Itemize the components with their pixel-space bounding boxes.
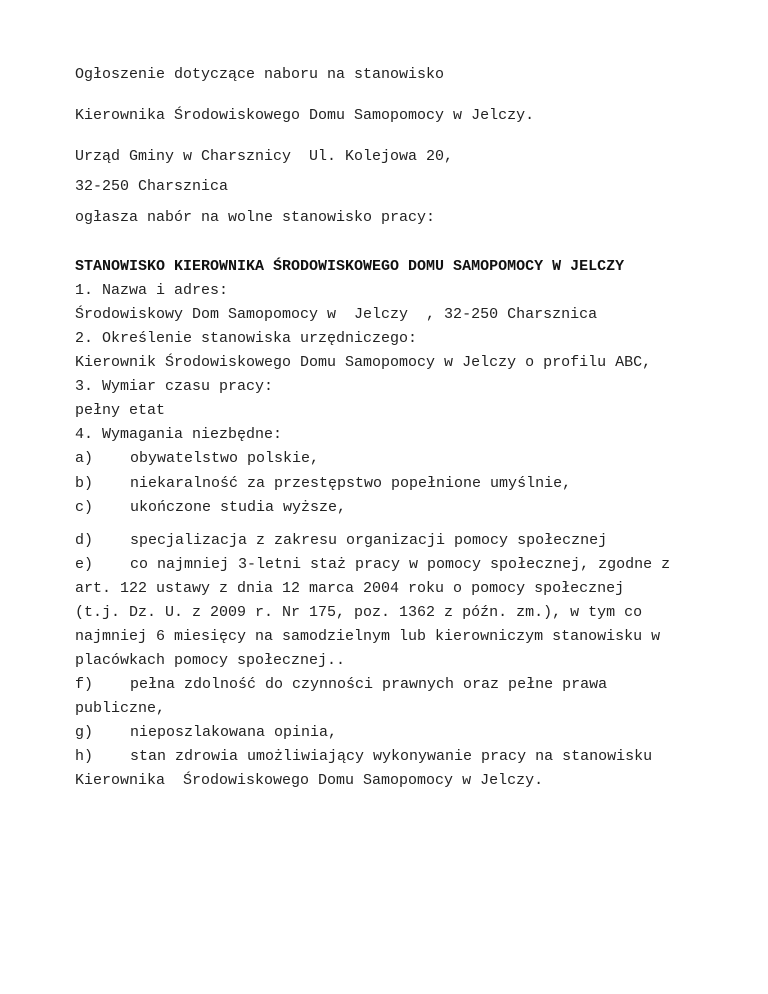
section-1-value: Środowiskowy Dom Samopomocy w Jelczy , 32-250 Charsznica — [75, 306, 598, 323]
requirement-c-label: c) — [75, 499, 94, 516]
requirement-e-label: e) — [75, 556, 94, 573]
requirement-b-text: niekaralność za przestępstwo popełnione umyślnie, — [130, 475, 572, 492]
requirement-b-label: b) — [75, 475, 94, 492]
requirement-a-label: a) — [75, 450, 94, 467]
requirement-f-text-2: publiczne, — [75, 700, 166, 717]
office-address-line: Urząd Gminy w Charsznicy Ul. Kolejowa 20, — [75, 148, 454, 165]
requirement-e-text-4: najmniej 6 miesięcy na samodzielnym lub kierowniczym stanowisku w — [75, 628, 661, 645]
requirement-h-text-2: Kierownika Środowiskowego Domu Samopomocy w Jelczy. — [75, 772, 544, 789]
requirement-f-text-1: pełna zdolność do czynności prawnych oraz pełne prawa — [130, 676, 608, 693]
section-3-value: pełny etat — [75, 402, 166, 419]
requirement-d-label: d) — [75, 532, 94, 549]
requirement-d-text: specjalizacja z zakresu organizacji pomocy społecznej — [130, 532, 608, 549]
section-2-title: 2. Określenie stanowiska urzędniczego: — [75, 330, 418, 347]
requirement-e-text-2: art. 122 ustawy z dnia 12 marca 2004 roku o pomocy społecznej — [75, 580, 625, 597]
section-4-title: 4. Wymagania niezbędne: — [75, 426, 283, 443]
section-2-value: Kierownik Środowiskowego Domu Samopomocy w Jelczy o profilu ABC, — [75, 354, 652, 371]
requirement-e-text-1: co najmniej 3-letni staż pracy w pomocy społecznej, zgodne z — [130, 556, 671, 573]
notice-title-line-1: Ogłoszenie dotyczące naboru na stanowisko — [75, 66, 445, 83]
requirement-g-text: nieposzlakowana opinia, — [130, 724, 338, 741]
requirement-h-label: h) — [75, 748, 94, 765]
postal-code-line: 32-250 Charsznica — [75, 178, 229, 195]
requirement-a-text: obywatelstwo polskie, — [130, 450, 320, 467]
section-1-title: 1. Nazwa i adres: — [75, 282, 229, 299]
requirement-e-text-3: (t.j. Dz. U. z 2009 r. Nr 175, poz. 1362 z późn. zm.), w tym co — [75, 604, 643, 621]
requirement-f-label: f) — [75, 676, 94, 693]
requirement-c-text: ukończone studia wyższe, — [130, 499, 347, 516]
section-3-title: 3. Wymiar czasu pracy: — [75, 378, 274, 395]
announcement-line: ogłasza nabór na wolne stanowisko pracy: — [75, 209, 436, 226]
requirement-e-text-5: placówkach pomocy społecznej.. — [75, 652, 346, 669]
requirement-g-label: g) — [75, 724, 94, 741]
position-heading: STANOWISKO KIEROWNIKA ŚRODOWISKOWEGO DOMU SAMOPOMOCY W JELCZY — [75, 258, 625, 275]
requirement-h-text-1: stan zdrowia umożliwiający wykonywanie pracy na stanowisku — [130, 748, 653, 765]
notice-title-line-2: Kierownika Środowiskowego Domu Samopomocy w Jelczy. — [75, 107, 535, 124]
